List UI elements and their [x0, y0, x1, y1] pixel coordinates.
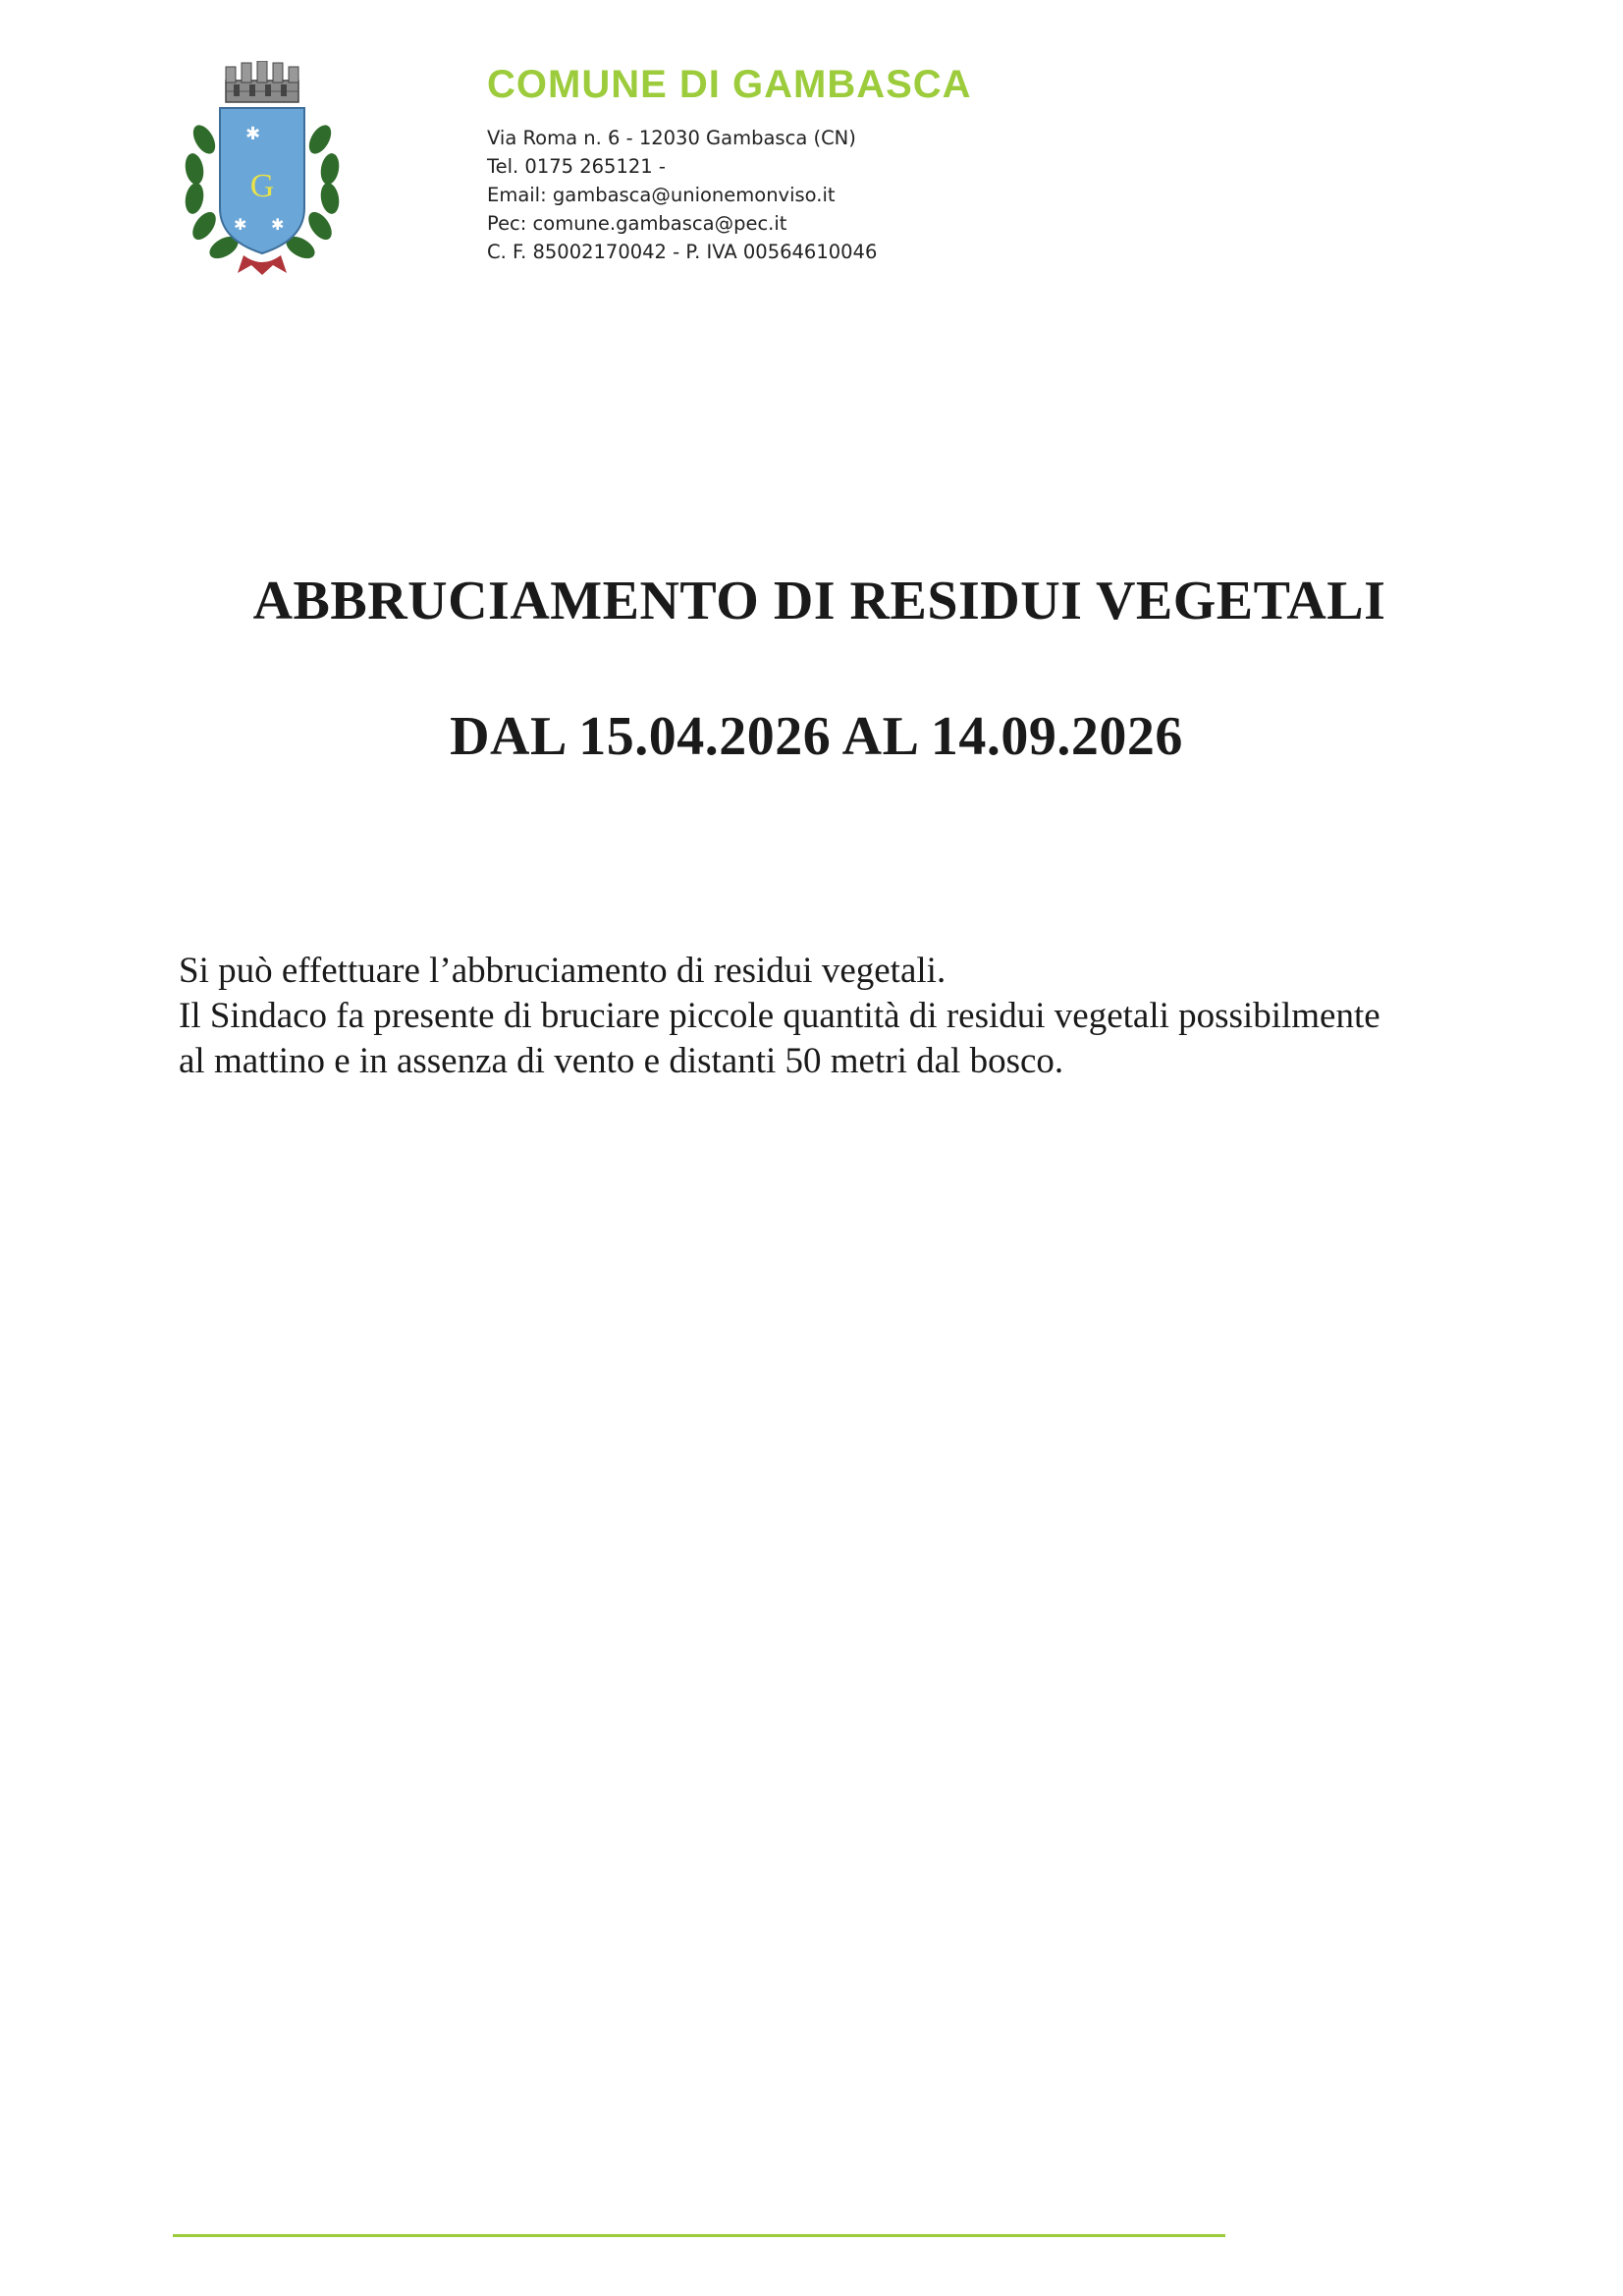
shield-icon — [220, 108, 304, 253]
svg-text:✱: ✱ — [245, 124, 261, 144]
crown-icon — [226, 61, 298, 102]
ribbon-icon — [238, 255, 287, 275]
notice-body — [179, 949, 1475, 1084]
notice-title: ABBRUCIAMENTO DI RESIDUI VEGETALI — [252, 571, 1386, 631]
address-line: Via Roma n. 6 - 12030 Gambasca (CN) — [487, 127, 856, 149]
svg-text:G: G — [249, 168, 275, 204]
email-line: Email: gambasca@unionemonviso.it — [487, 184, 836, 206]
notice-period: DAL 15.04.2026 AL 14.09.2026 — [450, 706, 1183, 767]
body-line: Si può effettuare l’abbruciamento di residui vegetali. — [179, 951, 947, 991]
body-line: al mattino e in assenza di vento e distanti 50 metri dal bosco. — [179, 1041, 1064, 1081]
pec-line: Pec: comune.gambasca@pec.it — [487, 212, 787, 235]
phone-line: Tel. 0175 265121 - — [487, 155, 666, 178]
body-line: Il Sindaco fa presente di bruciare piccole quantità di residui vegetali possibilmente — [179, 996, 1380, 1036]
coat-of-arms-logo — [175, 61, 350, 279]
tax-ids-line: C. F. 85002170042 - P. IVA 00564610046 — [487, 241, 878, 263]
svg-text:✱: ✱ — [234, 215, 247, 234]
letterhead — [487, 63, 972, 266]
footer-divider — [173, 2234, 1225, 2237]
svg-text:✱: ✱ — [271, 215, 285, 234]
municipality-name: COMUNE DI GAMBASCA — [487, 63, 972, 106]
